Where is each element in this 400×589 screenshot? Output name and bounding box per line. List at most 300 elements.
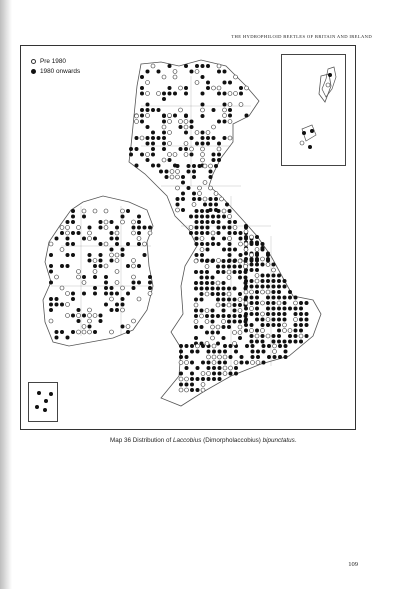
record-dot-1980-onwards (207, 350, 211, 354)
record-dot-pre-1980 (66, 226, 70, 230)
record-dot-1980-onwards (151, 136, 155, 140)
record-dot-1980-onwards (168, 158, 172, 162)
record-dot-1980-onwards (99, 220, 103, 224)
record-dot-1980-onwards (201, 131, 205, 135)
record-dot-1980-onwards (206, 226, 210, 230)
record-dot-pre-1980 (205, 309, 209, 313)
record-dot-pre-1980 (66, 292, 70, 296)
record-dot-1980-onwards (201, 103, 205, 107)
record-dot-pre-1980 (115, 231, 119, 235)
record-dot-pre-1980 (185, 361, 189, 365)
record-dot-pre-1980 (110, 297, 114, 301)
record-dot-pre-1980 (60, 248, 64, 252)
record-dot-pre-1980 (261, 257, 265, 261)
record-dot-1980-onwards (211, 320, 215, 324)
record-dot-1980-onwards (115, 292, 119, 296)
record-dot-1980-onwards (162, 97, 166, 101)
record-dot-1980-onwards (233, 298, 237, 302)
record-dot-1980-onwards (223, 350, 227, 354)
record-dot-1980-onwards (272, 296, 276, 300)
record-dot-1980-onwards (211, 237, 215, 241)
record-dot-1980-onwards (234, 366, 238, 370)
record-dot-1980-onwards (233, 265, 237, 269)
record-dot-1980-onwards (218, 377, 222, 381)
record-dot-1980-onwards (185, 383, 189, 387)
record-dot-pre-1980 (251, 361, 255, 365)
record-dot-1980-onwards (284, 344, 288, 348)
record-dot-pre-1980 (168, 131, 172, 135)
record-dot-1980-onwards (205, 314, 209, 318)
record-dot-1980-onwards (262, 361, 266, 365)
record-dot-1980-onwards (217, 226, 221, 230)
record-dot-1980-onwards (277, 329, 281, 333)
record-dot-1980-onwards (266, 301, 270, 305)
record-dot-1980-onwards (195, 253, 199, 257)
record-dot-1980-onwards (99, 264, 103, 268)
record-dot-pre-1980 (132, 275, 136, 279)
record-dot-1980-onwards (200, 226, 204, 230)
record-dot-pre-1980 (184, 120, 188, 124)
record-dot-pre-1980 (195, 81, 199, 85)
record-dot-1980-onwards (66, 220, 70, 224)
record-dot-1980-onwards (184, 147, 188, 151)
record-dot-1980-onwards (198, 197, 202, 201)
record-dot-pre-1980 (88, 314, 92, 318)
record-dot-1980-onwards (266, 312, 270, 316)
record-dot-pre-1980 (220, 197, 224, 201)
record-dot-1980-onwards (250, 334, 254, 338)
legend-label-1980-onwards: 1980 onwards (40, 67, 81, 75)
record-dot-1980-onwards (272, 323, 276, 327)
record-dot-pre-1980 (110, 330, 114, 334)
record-dot-pre-1980 (227, 270, 231, 274)
record-dot-1980-onwards (157, 108, 161, 112)
record-dot-1980-onwards (234, 372, 238, 376)
record-dot-1980-onwards (277, 307, 281, 311)
record-dot-1980-onwards (187, 170, 191, 174)
record-dot-1980-onwards (239, 92, 243, 96)
record-dot-1980-onwards (151, 142, 155, 146)
record-dot-pre-1980 (196, 344, 200, 348)
record-dot-pre-1980 (283, 329, 287, 333)
record-dot-1980-onwards (255, 263, 259, 267)
record-dot-1980-onwards (250, 241, 254, 245)
record-dot-1980-onwards (294, 296, 298, 300)
record-dot-pre-1980 (250, 235, 254, 239)
record-dot-1980-onwards (255, 285, 259, 289)
record-dot-1980-onwards (99, 319, 103, 323)
record-dot-1980-onwards (216, 287, 220, 291)
record-dot-1980-onwards (126, 242, 130, 246)
record-dot-1980-onwards (217, 158, 221, 162)
record-dot-1980-onwards (194, 287, 198, 291)
record-dot-1980-onwards (238, 270, 242, 274)
record-dot-pre-1980 (135, 120, 139, 124)
record-dot-1980-onwards (251, 350, 255, 354)
record-dot-1980-onwards (250, 257, 254, 261)
record-dot-pre-1980 (135, 114, 139, 118)
record-dot-1980-onwards (233, 309, 237, 313)
record-dot-1980-onwards (211, 287, 215, 291)
record-dot-1980-onwards (223, 70, 227, 74)
record-dot-1980-onwards (110, 237, 114, 241)
record-dot-pre-1980 (104, 220, 108, 224)
record-dot-1980-onwards (49, 297, 53, 301)
record-dot-1980-onwards (146, 136, 150, 140)
record-dot-pre-1980 (205, 342, 209, 346)
record-dot-1980-onwards (66, 242, 70, 246)
record-dot-1980-onwards (88, 259, 92, 263)
record-dot-1980-onwards (201, 142, 205, 146)
record-dot-pre-1980 (294, 301, 298, 305)
record-dot-pre-1980 (132, 259, 136, 263)
record-dot-pre-1980 (88, 308, 92, 312)
record-dot-1980-onwards (233, 303, 237, 307)
record-dot-1980-onwards (244, 235, 248, 239)
record-dot-pre-1980 (137, 297, 141, 301)
record-dot-1980-onwards (223, 92, 227, 96)
record-dot-1980-onwards (206, 136, 210, 140)
record-dot-1980-onwards (190, 377, 194, 381)
record-dot-1980-onwards (192, 170, 196, 174)
record-dot-1980-onwards (200, 242, 204, 246)
record-dot-1980-onwards (195, 226, 199, 230)
record-dot-1980-onwards (151, 147, 155, 151)
record-dot-pre-1980 (223, 355, 227, 359)
record-dot-1980-onwards (211, 314, 215, 318)
record-dot-1980-onwards (184, 64, 188, 68)
filled-circle-icon (31, 69, 36, 74)
record-dot-1980-onwards (140, 92, 144, 96)
record-dot-1980-onwards (218, 366, 222, 370)
record-dot-pre-1980 (255, 274, 259, 278)
record-dot-pre-1980 (173, 70, 177, 74)
record-dot-1980-onwards (262, 350, 266, 354)
record-dot-1980-onwards (283, 296, 287, 300)
record-dot-pre-1980 (121, 286, 125, 290)
record-dot-pre-1980 (255, 334, 259, 338)
record-dot-pre-1980 (104, 264, 108, 268)
record-dot-1980-onwards (55, 303, 59, 307)
record-dot-pre-1980 (223, 372, 227, 376)
record-dot-1980-onwards (93, 286, 97, 290)
record-dot-1980-onwards (195, 142, 199, 146)
record-dot-pre-1980 (299, 334, 303, 338)
record-dot-1980-onwards (250, 340, 254, 344)
record-dot-pre-1980 (185, 388, 189, 392)
record-dot-1980-onwards (49, 253, 53, 257)
record-dot-1980-onwards (233, 270, 237, 274)
record-dot-1980-onwards (277, 318, 281, 322)
record-dot-pre-1980 (203, 164, 207, 168)
record-dot-1980-onwards (196, 388, 200, 392)
record-dot-1980-onwards (66, 253, 70, 257)
record-dot-1980-onwards (99, 314, 103, 318)
record-dot-1980-onwards (88, 325, 92, 329)
record-dot-1980-onwards (195, 64, 199, 68)
record-dot-1980-onwards (245, 344, 249, 348)
record-dot-1980-onwards (209, 175, 213, 179)
record-dot-1980-onwards (49, 270, 53, 274)
record-dot-1980-onwards (238, 336, 242, 340)
record-dot-1980-onwards (261, 285, 265, 289)
record-dot-pre-1980 (238, 309, 242, 313)
record-dot-1980-onwards (206, 81, 210, 85)
record-dot-1980-onwards (168, 92, 172, 96)
record-dot-1980-onwards (206, 209, 210, 213)
record-dot-1980-onwards (148, 281, 152, 285)
record-dot-1980-onwards (272, 340, 276, 344)
record-dot-1980-onwards (181, 175, 185, 179)
record-dot-pre-1980 (273, 344, 277, 348)
record-dot-1980-onwards (201, 64, 205, 68)
record-dot-pre-1980 (227, 276, 231, 280)
record-dot-1980-onwards (77, 308, 81, 312)
record-dot-1980-onwards (99, 242, 103, 246)
record-dot-1980-onwards (299, 323, 303, 327)
record-dot-1980-onwards (228, 81, 232, 85)
record-dot-pre-1980 (184, 125, 188, 129)
record-dot-1980-onwards (211, 292, 215, 296)
record-dot-pre-1980 (244, 265, 248, 269)
record-dot-1980-onwards (205, 331, 209, 335)
record-dot-1980-onwards (189, 215, 193, 219)
page-number: 109 (348, 561, 358, 568)
record-dot-pre-1980 (201, 147, 205, 151)
record-dot-1980-onwards (272, 285, 276, 289)
record-dot-1980-onwards (222, 226, 226, 230)
record-dot-1980-onwards (261, 263, 265, 267)
record-dot-pre-1980 (255, 279, 259, 283)
record-dot-1980-onwards (251, 344, 255, 348)
record-dot-1980-onwards (140, 153, 144, 157)
record-dot-1980-onwards (140, 86, 144, 90)
record-dot-1980-onwards (239, 86, 243, 90)
record-dot-pre-1980 (229, 366, 233, 370)
record-dot-pre-1980 (185, 377, 189, 381)
record-dot-1980-onwards (299, 301, 303, 305)
record-dot-1980-onwards (283, 301, 287, 305)
record-dot-1980-onwards (192, 175, 196, 179)
record-dot-1980-onwards (284, 350, 288, 354)
record-dot-pre-1980 (198, 186, 202, 190)
record-dot-1980-onwards (278, 344, 282, 348)
record-dot-1980-onwards (135, 136, 139, 140)
record-dot-1980-onwards (228, 209, 232, 213)
record-dot-1980-onwards (266, 257, 270, 261)
record-dot-pre-1980 (207, 355, 211, 359)
record-dot-pre-1980 (88, 319, 92, 323)
record-dot-1980-onwards (212, 377, 216, 381)
record-dot-1980-onwards (162, 147, 166, 151)
record-dot-1980-onwards (200, 276, 204, 280)
record-dot-1980-onwards (66, 336, 70, 340)
record-dot-1980-onwards (277, 274, 281, 278)
record-dot-1980-onwards (216, 265, 220, 269)
record-dot-pre-1980 (244, 248, 248, 252)
record-dot-1980-onwards (261, 318, 265, 322)
record-dot-1980-onwards (214, 164, 218, 168)
record-dot-pre-1980 (198, 192, 202, 196)
record-dot-1980-onwards (206, 242, 210, 246)
record-dot-1980-onwards (238, 292, 242, 296)
record-dot-pre-1980 (212, 344, 216, 348)
record-dot-pre-1980 (179, 108, 183, 112)
record-dot-1980-onwards (71, 242, 75, 246)
record-dot-1980-onwards (288, 334, 292, 338)
record-dot-1980-onwards (121, 297, 125, 301)
record-dot-1980-onwards (266, 279, 270, 283)
record-dot-pre-1980 (132, 264, 136, 268)
record-dot-pre-1980 (233, 331, 237, 335)
record-dot-1980-onwards (238, 320, 242, 324)
record-dot-1980-onwards (99, 253, 103, 257)
record-dot-1980-onwards (266, 252, 270, 256)
record-dot-1980-onwards (261, 274, 265, 278)
record-dot-1980-onwards (255, 301, 259, 305)
record-dot-1980-onwards (207, 377, 211, 381)
record-dot-pre-1980 (170, 175, 174, 179)
record-dot-1980-onwards (179, 372, 183, 376)
record-dot-1980-onwards (255, 252, 259, 256)
record-dot-1980-onwards (278, 355, 282, 359)
record-dot-1980-onwards (288, 290, 292, 294)
map-caption (110, 437, 297, 444)
record-dot-pre-1980 (228, 136, 232, 140)
record-dot-pre-1980 (173, 75, 177, 79)
record-dot-1980-onwards (216, 298, 220, 302)
record-dot-1980-onwards (201, 92, 205, 96)
record-dot-1980-onwards (222, 336, 226, 340)
record-dot-pre-1980 (233, 226, 237, 230)
record-dot-1980-onwards (223, 361, 227, 365)
record-dot-1980-onwards (223, 120, 227, 124)
record-dot-1980-onwards (233, 248, 237, 252)
record-dot-1980-onwards (99, 259, 103, 263)
record-dot-1980-onwards (222, 298, 226, 302)
record-dot-1980-onwards (277, 312, 281, 316)
record-dot-pre-1980 (201, 153, 205, 157)
record-dot-1980-onwards (255, 318, 259, 322)
record-dot-pre-1980 (148, 292, 152, 296)
record-dot-1980-onwards (196, 377, 200, 381)
record-dot-1980-onwards (244, 307, 248, 311)
record-dot-1980-onwards (222, 314, 226, 318)
record-dot-1980-onwards (200, 209, 204, 213)
record-dot-1980-onwards (217, 242, 221, 246)
record-dot-pre-1980 (212, 361, 216, 365)
record-dot-1980-onwards (250, 296, 254, 300)
record-dot-pre-1980 (93, 314, 97, 318)
record-dot-pre-1980 (77, 314, 81, 318)
record-dot-1980-onwards (255, 268, 259, 272)
record-dot-1980-onwards (143, 226, 147, 230)
record-dot-1980-onwards (277, 334, 281, 338)
record-dot-1980-onwards (277, 323, 281, 327)
record-dot-1980-onwards (211, 276, 215, 280)
record-dot-1980-onwards (151, 131, 155, 135)
map-legend (31, 56, 80, 76)
record-dot-1980-onwards (201, 361, 205, 365)
legend-row-pre-1980 (31, 56, 80, 66)
record-dot-1980-onwards (93, 275, 97, 279)
record-dot-1980-onwards (77, 319, 81, 323)
record-dot-1980-onwards (121, 215, 125, 219)
record-dot-1980-onwards (82, 314, 86, 318)
record-dot-1980-onwards (255, 257, 259, 261)
record-dot-1980-onwards (217, 209, 221, 213)
record-dot-1980-onwards (190, 350, 194, 354)
record-dot-1980-onwards (71, 209, 75, 213)
record-dot-1980-onwards (256, 350, 260, 354)
record-dot-pre-1980 (190, 147, 194, 151)
record-dot-1980-onwards (71, 215, 75, 219)
record-dot-1980-onwards (190, 344, 194, 348)
record-dot-1980-onwards (88, 226, 92, 230)
record-dot-pre-1980 (115, 253, 119, 257)
record-dot-1980-onwards (288, 296, 292, 300)
record-dot-1980-onwards (227, 287, 231, 291)
record-dot-1980-onwards (262, 344, 266, 348)
record-dot-1980-onwards (272, 274, 276, 278)
record-dot-1980-onwards (227, 320, 231, 324)
record-dot-pre-1980 (179, 120, 183, 124)
record-dot-1980-onwards (209, 197, 213, 201)
record-dot-pre-1980 (239, 242, 243, 246)
record-dot-1980-onwards (55, 336, 59, 340)
record-dot-1980-onwards (151, 153, 155, 157)
record-dot-1980-onwards (200, 325, 204, 329)
record-dot-1980-onwards (217, 70, 221, 74)
record-dot-1980-onwards (277, 296, 281, 300)
record-dot-pre-1980 (121, 308, 125, 312)
record-dot-1980-onwards (205, 276, 209, 280)
record-dot-pre-1980 (121, 220, 125, 224)
record-dot-1980-onwards (187, 164, 191, 168)
record-dot-1980-onwards (184, 92, 188, 96)
caption-species: bipunctatus (262, 437, 295, 444)
record-dot-1980-onwards (173, 92, 177, 96)
record-dot-pre-1980 (294, 318, 298, 322)
record-dot-1980-onwards (82, 275, 86, 279)
record-dot-1980-onwards (283, 279, 287, 283)
record-dot-1980-onwards (229, 355, 233, 359)
record-dot-1980-onwards (162, 114, 166, 118)
record-dot-1980-onwards (223, 344, 227, 348)
record-dot-1980-onwards (179, 147, 183, 151)
record-dot-1980-onwards (179, 344, 183, 348)
record-dot-1980-onwards (55, 237, 59, 241)
record-dot-pre-1980 (115, 259, 119, 263)
record-dot-1980-onwards (151, 108, 155, 112)
record-dot-1980-onwards (299, 329, 303, 333)
record-dot-pre-1980 (228, 92, 232, 96)
record-dot-1980-onwards (181, 197, 185, 201)
record-dot-1980-onwards (216, 292, 220, 296)
record-dot-pre-1980 (179, 377, 183, 381)
record-dot-pre-1980 (250, 253, 254, 257)
record-dot-pre-1980 (194, 303, 198, 307)
record-dot-1980-onwards (200, 292, 204, 296)
record-dot-pre-1980 (273, 350, 277, 354)
record-dot-1980-onwards (222, 325, 226, 329)
record-dot-1980-onwards (227, 265, 231, 269)
record-dot-pre-1980 (227, 303, 231, 307)
record-dot-pre-1980 (146, 81, 150, 85)
record-dot-1980-onwards (244, 320, 248, 324)
record-dot-1980-onwards (49, 308, 53, 312)
record-dot-pre-1980 (211, 231, 215, 235)
